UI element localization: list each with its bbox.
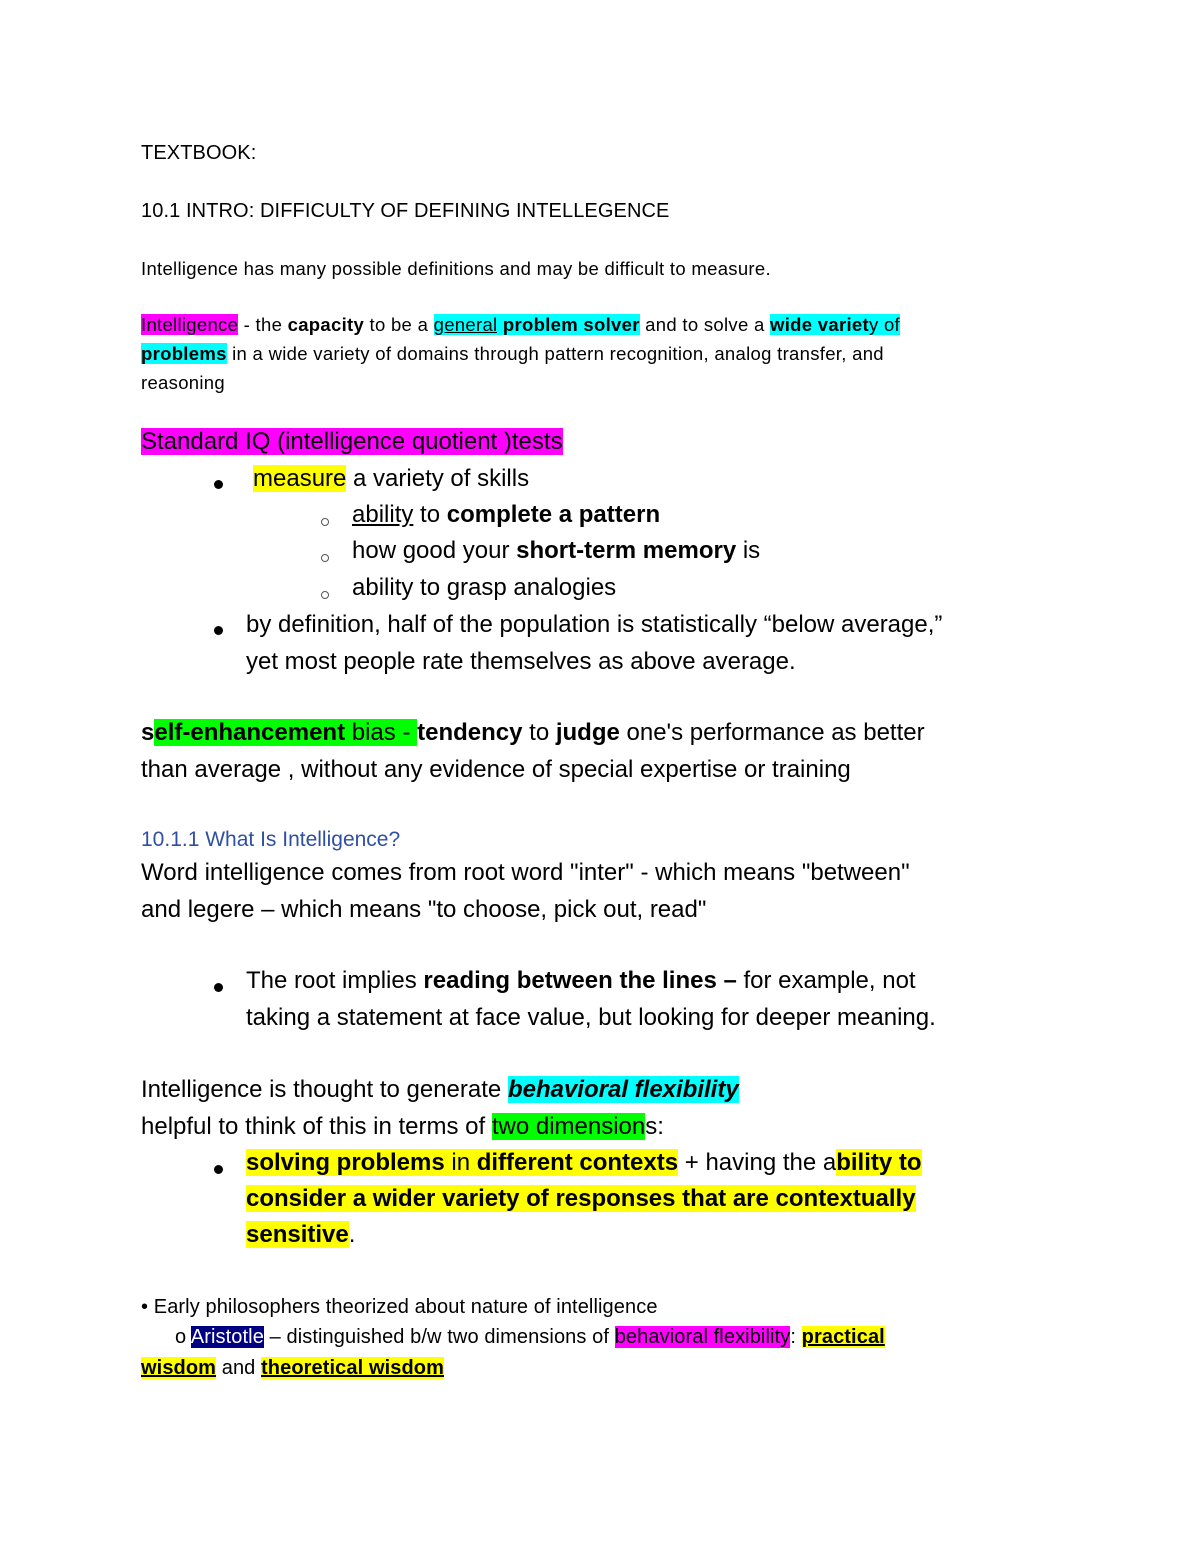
sub-bullet-ring-icon — [321, 586, 329, 604]
aristotle-line-2: wisdom and theoretical wisdom — [141, 1357, 444, 1379]
iq-sub-analogies: ability to grasp analogies — [352, 574, 617, 601]
iq-heading: Standard IQ (intelligence quotient )tests — [141, 428, 563, 455]
self-enhancement-line-1: self-enhancement bias - tendency to judge one's performance as better — [141, 719, 925, 746]
flex-bullet-line-3: sensitive. — [246, 1221, 356, 1248]
flex-bullet-line-2: consider a wider variety of responses that are contextually — [246, 1185, 916, 1212]
term-intelligence: Intelligence — [141, 314, 239, 335]
root-bullet-line-2: taking a statement at face value, but looking for deeper meaning. — [246, 1004, 936, 1031]
iq-bullet-average-1: by definition, half of the population is statistically “below average,” — [246, 611, 943, 638]
problems-bold: problems — [141, 343, 227, 364]
bullet-dot-icon — [214, 622, 223, 640]
problem-solver-bold: problem solver — [502, 314, 640, 335]
intro-line: Intelligence has many possible definitions and may be difficult to measure. — [141, 258, 771, 279]
iq-bullet-measure: measure a variety of skills — [253, 465, 530, 492]
flex-bullet-line-1: solving problems in different contexts + having the ability to — [246, 1149, 922, 1176]
definition-line-2: problems in a wide variety of domains through pattern recognition, analog transfer, and — [141, 343, 884, 364]
capacity-bold: capacity — [287, 314, 365, 335]
bullet-dot-icon — [214, 476, 223, 494]
definition-line-3: reasoning — [141, 372, 225, 393]
iq-sub-memory: how good your short-term memory is — [352, 537, 761, 564]
section-title: 10.1 INTRO: DIFFICULTY OF DEFINING INTELLEGENCE — [141, 200, 670, 222]
flex-line-2: helpful to think of this in terms of two dimensions: — [141, 1113, 664, 1140]
self-enhancement-line-2: than average , without any evidence of special expertise or training — [141, 756, 851, 783]
wide-variety-bold: wide variet — [770, 314, 869, 335]
flex-line-1: Intelligence is thought to generate behavioral flexibility — [141, 1076, 739, 1103]
root-line-1: Word intelligence comes from root word "inter" - which means "between" — [141, 859, 910, 886]
bullet-dot-icon — [214, 1161, 223, 1179]
definition-line-1: Intelligence - the capacity to be a general problem solver and to solve a wide variety of — [141, 314, 900, 335]
bullet-dot-icon — [214, 979, 223, 997]
root-line-2: and legere – which means "to choose, pick out, read" — [141, 896, 707, 923]
philosophers-line: • Early philosophers theorized about nature of intelligence — [141, 1296, 658, 1318]
sub-bullet-ring-icon — [321, 549, 329, 567]
root-bullet-line-1: The root implies reading between the lines – for example, not — [246, 967, 916, 994]
iq-sub-pattern: ability to complete a pattern — [352, 501, 661, 528]
aristotle-line-1: o Aristotle – distinguished b/w two dimensions of behavioral flexibility: practical — [175, 1326, 885, 1348]
sub-bullet-ring-icon — [321, 513, 329, 531]
textbook-heading: TEXTBOOK: — [141, 142, 257, 164]
iq-bullet-average-2: yet most people rate themselves as above average. — [246, 648, 796, 675]
general-underlined: general — [433, 314, 498, 335]
sub-heading: 10.1.1 What Is Intelligence? — [141, 828, 401, 851]
